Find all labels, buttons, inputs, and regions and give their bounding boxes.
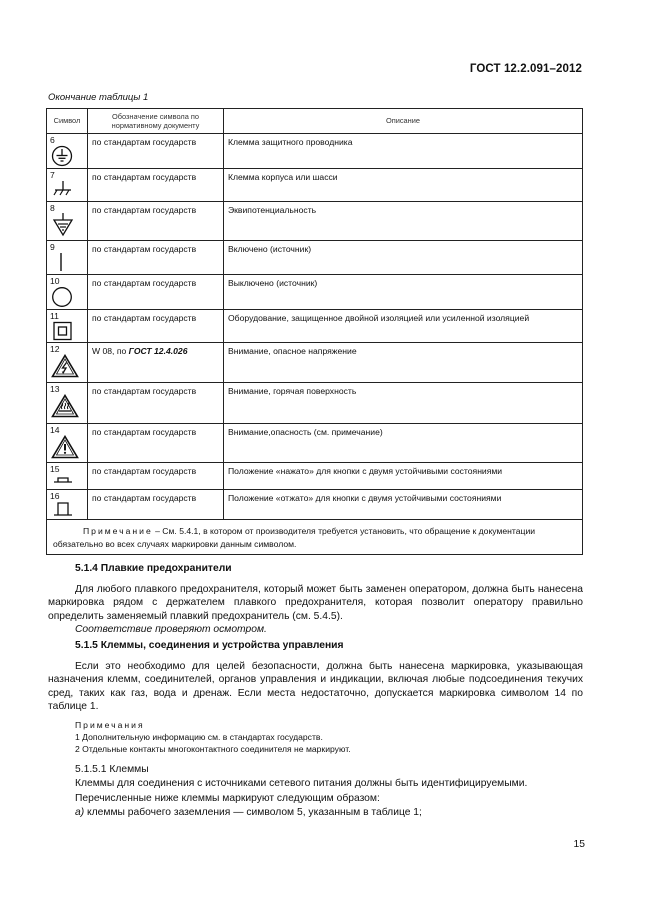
description-cell: Эквипотенциальность [224,202,583,241]
table-row [47,383,583,424]
description-cell: Клемма защитного проводника [224,134,583,169]
table-row [47,134,583,169]
designation-cell: по стандартам государств [88,275,224,310]
notes-label: Примечания [75,719,145,730]
section-heading: 5.1.4 Плавкие предохранители [75,563,232,574]
header-designation: Обозначение символа по нормативному документу [88,109,224,134]
designation-cell: по стандартам государств [88,490,224,520]
row-number: 13 [50,384,60,394]
designation-cell: по стандартам государств [88,202,224,241]
section-heading: 5.1.5 Клеммы, соединения и устройства управления [75,640,344,651]
designation-text: W 08, по [92,346,129,356]
designation-cell: по стандартам государств [88,241,224,275]
push-in-state-icon [51,474,75,486]
description-cell: Внимание,опасность (см. примечание) [224,424,583,463]
caution-warning-icon [51,435,79,459]
hot-surface-warning-icon [51,394,79,418]
table-header-row [47,109,583,134]
table-row [47,424,583,463]
table-row [47,169,583,202]
table-row [47,310,583,343]
description-cell: Выключено (источник) [224,275,583,310]
row-number: 14 [50,425,60,435]
header-description: Описание [224,109,583,134]
table-note-row [47,520,583,555]
designation-cell: по стандартам государств [88,383,224,424]
designation-cell: по стандартам государств [88,424,224,463]
row-number: 11 [50,311,59,321]
row-number: 15 [50,464,60,474]
row-number: 16 [50,491,60,501]
symbol-cell [47,463,88,490]
symbol-cell [47,241,88,275]
double-insulation-icon [51,321,75,341]
equipotentiality-icon [51,213,75,239]
power-on-icon [51,252,75,272]
page-number: 15 [573,839,585,850]
row-number: 12 [50,344,60,354]
row-number: 10 [50,276,60,286]
paragraph: Для любого плавкого предохранителя, который может быть заменен оператором, должна быть нанесена маркировка рядом с держателем плавкого предохранителя, которая позволит оператору правильно определить заменяемый плавкий предохранитель (см. 5.4.5). [48,583,583,622]
section-5-1-5 [48,639,583,755]
high-voltage-warning-icon [51,354,79,378]
symbol-cell [47,310,88,343]
symbol-cell [47,202,88,241]
table-row [47,463,583,490]
table-caption: Окончание таблицы 1 [48,92,149,103]
description-cell: Положение «нажато» для кнопки с двумя устойчивыми состояниями [224,463,583,490]
note-item: 2 Отдельные контакты многоконтактного соединителя не маркируют. [75,743,351,754]
designation-cell: по стандартам государств [88,134,224,169]
protective-earth-icon [51,145,75,167]
note-item: 1 Дополнительную информацию см. в стандартах государств. [75,731,323,742]
symbol-cell [47,169,88,202]
description-cell: Внимание, опасное напряжение [224,343,583,383]
row-number: 7 [50,170,55,180]
symbols-table [46,108,583,555]
note-label: Примечание [83,526,153,536]
row-number: 8 [50,203,55,213]
row-number: 6 [50,135,55,145]
row-number: 9 [50,242,55,252]
symbol-cell [47,424,88,463]
power-off-icon [51,286,75,308]
description-cell: Клемма корпуса или шасси [224,169,583,202]
section-heading: 5.1.5.1 Клеммы [75,764,149,775]
compliance-note: Соответствие проверяют осмотром. [75,624,267,635]
table-row [47,490,583,520]
table-row [47,241,583,275]
paragraph: Если это необходимо для целей безопасности, должна быть нанесена маркировка, указывающая назначения клемм, соединителей, органов управления и индикации, включая любые подсоединения текучих сред, таких как газ, вода и дренаж. Если места недостаточно, допускается маркировка символом 14 по таблице 1. [48,660,583,712]
table-row [47,275,583,310]
symbol-cell [47,275,88,310]
symbol-cell [47,383,88,424]
symbol-cell [47,134,88,169]
description-cell: Включено (источник) [224,241,583,275]
section-5-1-4 [48,562,583,637]
push-out-state-icon [51,501,75,517]
symbol-cell [47,343,88,383]
section-5-1-5-1 [48,763,583,819]
description-cell: Внимание, горячая поверхность [224,383,583,424]
table-note [47,520,583,555]
designation-cell: по стандартам государств [88,463,224,490]
description-cell: Положение «отжато» для кнопки с двумя устойчивыми состояниями [224,490,583,520]
standard-reference: ГОСТ 12.4.026 [128,346,188,356]
list-item: а) клеммы рабочего заземления — символом 5, указанным в таблице 1; [75,806,422,818]
table-row [47,202,583,241]
symbol-cell [47,490,88,520]
designation-cell [88,343,224,383]
paragraph: Клеммы для соединения с источниками сетевого питания должны быть идентифицируемыми. [75,777,528,789]
description-cell: Оборудование, защищенное двойной изоляцией или усиленной изоляцией [224,310,583,343]
document-code: ГОСТ 12.2.091–2012 [469,63,582,75]
paragraph: Перечисленные ниже клеммы маркируют следующим образом: [75,793,380,804]
designation-cell: по стандартам государств [88,169,224,202]
table-row [47,343,583,383]
header-symbol: Символ [47,109,88,134]
note-text: – См. 5.4.1, в котором от производителя требуется установить, что обращение к документации обязательно во всех случаях маркировки данным символом. [53,526,536,549]
frame-chassis-icon [51,180,75,198]
designation-cell: по стандартам государств [88,310,224,343]
